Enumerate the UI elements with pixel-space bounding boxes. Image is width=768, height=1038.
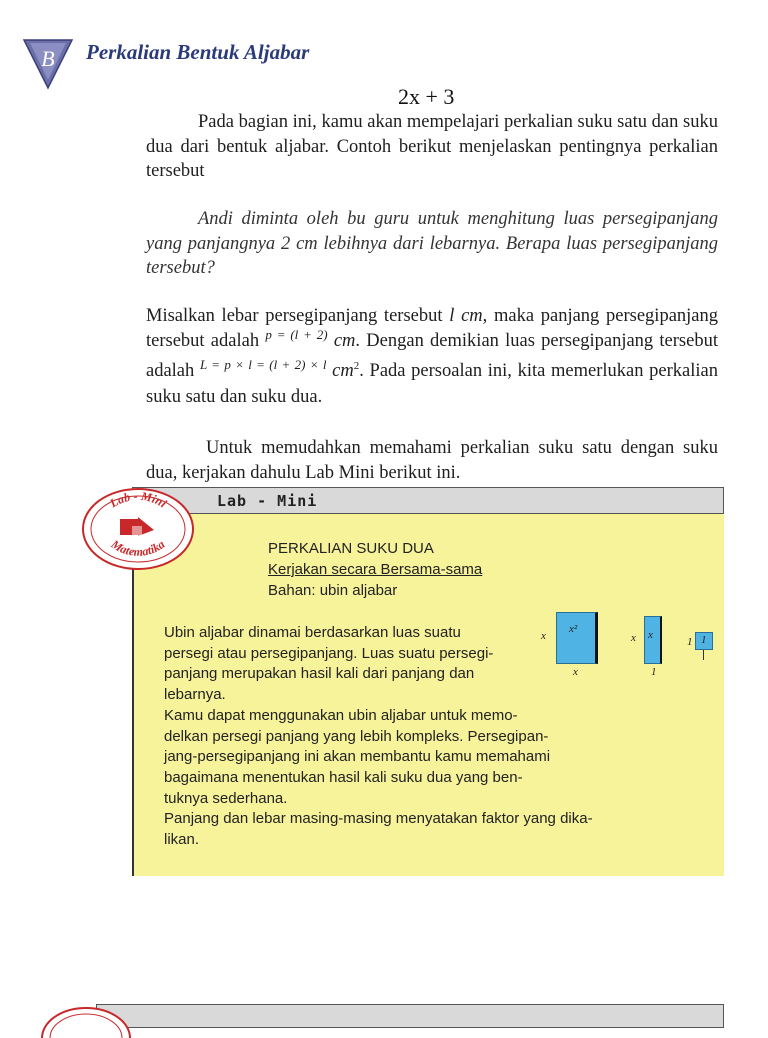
p3-unit2: cm xyxy=(326,361,354,382)
seal-text-top: Lab - Mini xyxy=(107,488,170,511)
seal-text-bottom: Matematika xyxy=(108,536,168,559)
lab-body-line: lebarnya. xyxy=(164,686,226,704)
lab-body-line: tuknya sederhana. xyxy=(164,789,288,807)
p3-eq-area: L = p × l = (l + 2) × l xyxy=(199,357,327,373)
lab-body-line: delkan persegi panjang yang lebih kompleks. Persegipan- xyxy=(164,727,549,745)
explanation-paragraph xyxy=(146,304,718,409)
tile-one-label: 1 xyxy=(701,634,707,646)
next-lab-header xyxy=(96,1004,724,1028)
tile-x xyxy=(644,616,662,664)
tile-x2-label: x² xyxy=(569,623,578,635)
p3-text-c: . Dengan demikian luas persegipanjang tersebut adalah xyxy=(146,330,718,382)
badge-letter: B xyxy=(41,46,55,71)
lab-title: PERKALIAN SUKU DUA xyxy=(268,540,434,557)
lab-body-line: jang-persegipanjang ini akan membantu kamu memahami xyxy=(164,748,551,766)
p3-text-d: . Pada persoalan ini, kita memerlukan perkalian suku satu dan suku dua. xyxy=(146,361,718,407)
p3-text-a: Misalkan lebar persegipanjang tersebut xyxy=(146,306,450,326)
formula-heading: 2x + 3 xyxy=(398,84,455,109)
lab-subtitle: Kerjakan secara Bersama-sama xyxy=(268,561,483,578)
p3-var: l cm xyxy=(449,306,483,326)
lab-body-line: likan. xyxy=(164,831,200,849)
lab-body-line: Ubin aljabar dinamai berdasarkan luas suatu xyxy=(164,624,461,641)
tile-x-bottom-label: 1 xyxy=(651,666,657,678)
lab-body-line: bagaimana menentukan hasil kali suku dua yang ben- xyxy=(164,768,523,786)
tile-x2-side-label: x xyxy=(541,630,546,642)
section-title: Perkalian Bentuk Aljabar xyxy=(86,40,310,64)
lab-materials: Bahan: ubin aljabar xyxy=(268,582,398,599)
lab-body-line: panjang merupakan hasil kali dari panjang dan xyxy=(164,665,475,683)
lab-intro-paragraph: Untuk memudahkan memahami perkalian suku satu dengan suku dua, kerjakan dahulu Lab Mini berikut ini. xyxy=(146,438,718,483)
p3-eq-length: p = (l + 2) xyxy=(265,326,328,342)
tile-x2-bottom-label: x xyxy=(573,666,578,678)
next-lab-seal xyxy=(36,998,136,1038)
p3-unit2-sup: 2 xyxy=(353,360,360,372)
p3-text-b: , maka panjang persegipanjang tersebut adalah xyxy=(146,306,719,351)
lab-body-line: Panjang dan lebar masing-masing menyatakan faktor yang dika- xyxy=(164,810,593,828)
p3-unit1: cm xyxy=(327,330,356,351)
lab-body-line: Kamu dapat menggunakan ubin aljabar untuk memo- xyxy=(164,706,518,724)
tile-one-side-label: 1 xyxy=(687,636,693,648)
lab-mini-seal xyxy=(80,486,196,572)
lab-header-label: Lab - Mini xyxy=(217,492,318,510)
lab-body-line: persegi atau persegipanjang. Luas suatu persegi- xyxy=(164,644,494,662)
tile-one-tick xyxy=(703,650,704,660)
tile-x-label: x xyxy=(648,629,653,641)
tile-x-side-label: x xyxy=(631,632,636,644)
lab-header xyxy=(132,487,724,514)
story-paragraph: Andi diminta oleh bu guru untuk menghitung luas persegipanjang yang panjangnya 2 cm lebihnya dari lebarnya. Berapa luas persegipanjang tersebut? xyxy=(146,209,718,278)
section-badge xyxy=(22,38,74,90)
tile-one xyxy=(695,632,713,650)
algebra-tiles xyxy=(535,612,720,682)
tile-x-squared xyxy=(556,612,598,664)
intro-paragraph: Pada bagian ini, kamu akan mempelajari perkalian suku satu dan suku dua dari bentuk aljabar. Contoh berikut menjelaskan pentingnya perkalian tersebut xyxy=(146,112,718,181)
